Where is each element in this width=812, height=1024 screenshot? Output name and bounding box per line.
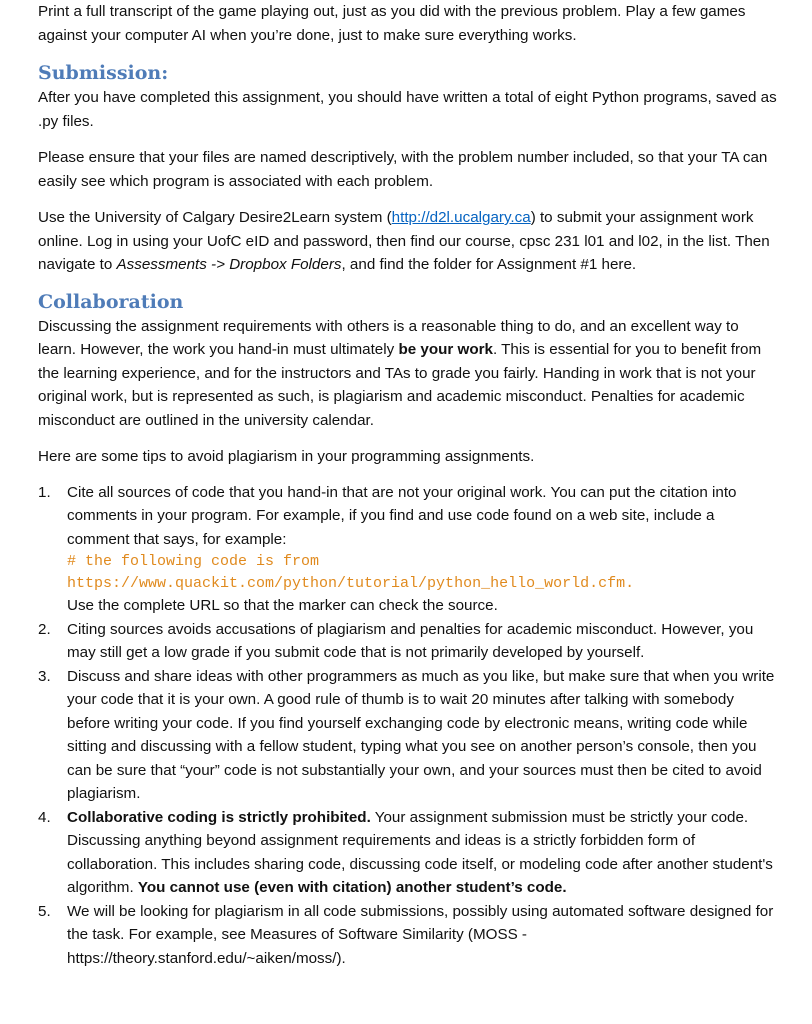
submission-paragraph-2: Please ensure that your files are named descriptively, with the problem number included, so that your TA can easily see which program is associated with each problem. bbox=[38, 149, 768, 190]
tip-text: Citing sources avoids accusations of plagiarism and penalties for academic misconduct. However, you may still get a low grade if you submit code that is not primarily developed by yourself. bbox=[67, 620, 754, 661]
tip-item-2 bbox=[38, 618, 780, 665]
tip-text: Discuss and share ideas with other programmers as much as you like, but make sure that when you write your code that it is your own. A good rule of thumb is to wait 20 minutes after talking with somebody before writing your code. If you find yourself exchanging code by electronic means, writing code while sitting and discussing with a fellow student, typing what you see on another person’s console, then you can be sure that “your” code is not substantially your own, and your sources must then be cited to avoid plagiarism. bbox=[67, 667, 775, 802]
tip-text-after: Use the complete URL so that the marker can check the source. bbox=[67, 597, 498, 614]
tip-number: 3. bbox=[38, 667, 51, 685]
tip-text: We will be looking for plagiarism in all code submissions, possibly using automated software designed for the task. For example, see Measures of Software Similarity (MOSS - https://theory.stanford.edu/~aiken/moss/). bbox=[67, 902, 774, 967]
d2l-link[interactable]: http://d2l.ucalgary.ca bbox=[391, 209, 531, 226]
tip-text: Cite all sources of code that you hand-in that are not your original work. You can put the citation into comments in your program. For example, if you find and use code found on a web site, include a comment that says, for example: bbox=[67, 483, 737, 548]
tip-bold-2: You cannot use (even with citation) another student’s code. bbox=[137, 879, 567, 896]
collab-p1-bold: be your work bbox=[398, 341, 493, 358]
dropbox-path: Assessments -> Dropbox Folders bbox=[116, 256, 342, 273]
tip-number: 1. bbox=[38, 483, 51, 501]
submission-p3-text-c: , and find the folder for Assignment #1 here. bbox=[341, 256, 637, 273]
submission-paragraph-3 bbox=[38, 206, 780, 277]
submission-heading: Submission: bbox=[38, 62, 169, 84]
collab-p1-text-b: . This is essential for you to benefit from the learning experience, and for the instructors and TAs to grade you fairly. Handing in work that is not your original work, but is represented as such, is plagiarism and academic misconduct. Penalties for academic misconduct are outlined in the university calendar. bbox=[38, 341, 762, 429]
tip-item-4 bbox=[38, 806, 780, 900]
tip-number: 2. bbox=[38, 620, 51, 638]
intro-paragraph: Print a full transcript of the game playing out, just as you did with the previous problem. Play a few games against your computer AI when you’re done, just to make sure everything works. bbox=[38, 3, 746, 44]
collaboration-paragraph-1 bbox=[38, 315, 780, 433]
submission-p3-text-a: Use the University of Calgary Desire2Learn system ( bbox=[38, 209, 392, 226]
tip-item-3 bbox=[38, 665, 780, 806]
tip-bold-1: Collaborative coding is strictly prohibited. bbox=[67, 808, 371, 826]
code-url: https://www.quackit.com/python/tutorial/python_hello_world.cfm. bbox=[67, 574, 635, 592]
collab-p1-text-a: Discussing the assignment requirements with others is a reasonable thing to do, and an excellent way to learn. However, the work you hand-in must ultimately bbox=[38, 317, 739, 358]
collaboration-heading: Collaboration bbox=[38, 290, 184, 313]
tip-item-1 bbox=[38, 481, 780, 618]
tip-number: 5. bbox=[38, 902, 51, 920]
tip-item-5 bbox=[38, 900, 780, 971]
plagiarism-tips-list bbox=[38, 481, 780, 971]
code-comment: # the following code is from bbox=[67, 553, 320, 570]
tip-number: 4. bbox=[38, 808, 51, 826]
tip-text: Your assignment submission must be strictly your code. Discussing anything beyond assignment requirements and ideas is a strictly forbidden form of collaboration. This includes sharing code, discussing code itself, or modeling code after another student's algorithm. bbox=[67, 808, 773, 896]
submission-p3-text-b: ) to submit your assignment work online. Log in using your UofC eID and password, then find our course, cpsc 231 l01 and l02, in the list. Then navigate to bbox=[38, 209, 770, 273]
collaboration-paragraph-2: Here are some tips to avoid plagiarism in your programming assignments. bbox=[38, 448, 535, 465]
submission-paragraph-1: After you have completed this assignment, you should have written a total of eight Python programs, saved as .py files. bbox=[38, 89, 777, 130]
